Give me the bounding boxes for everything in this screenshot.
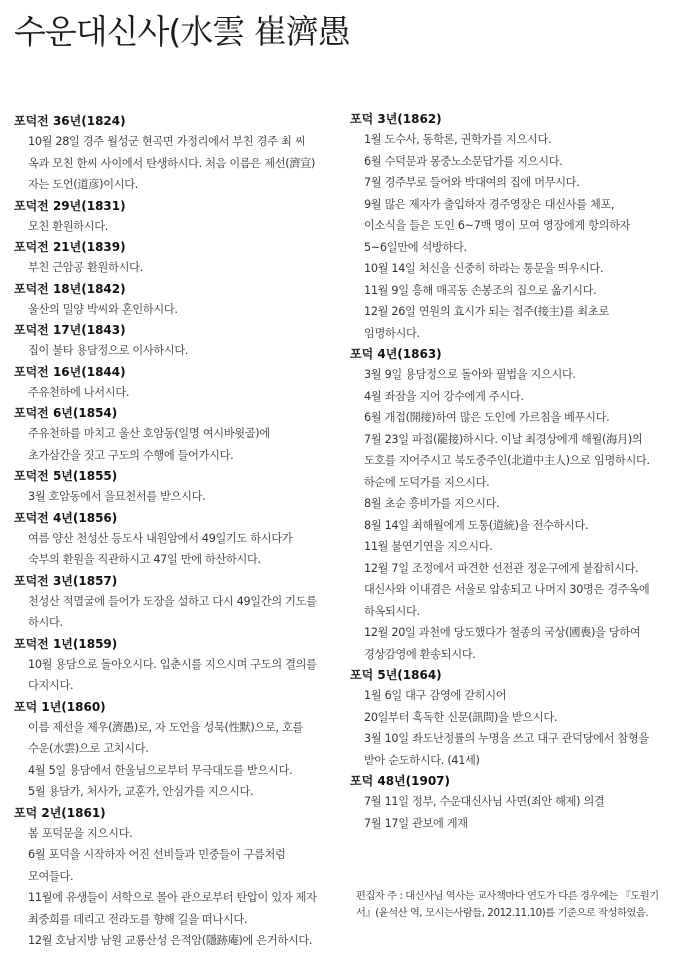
- timeline-entry: [350, 622, 680, 665]
- entry-line: 받아 순도하시다. (41세): [364, 753, 480, 767]
- timeline-entry: [14, 528, 344, 571]
- timeline-entry: [350, 258, 680, 280]
- entry-line: 모여들다.: [28, 869, 74, 883]
- timeline-entry: [14, 654, 344, 697]
- year-heading: 포덕 5년(1864): [350, 668, 442, 682]
- timeline-entry: [350, 172, 680, 194]
- entry-line: 하옥되시다.: [364, 604, 420, 618]
- editor-note-line: 서』(윤석산 역, 모시는사람들, 2012.11.10)를 기준으로 작성하였음.: [356, 908, 649, 919]
- year-heading: 포덕전 16년(1844): [14, 364, 126, 379]
- year-block: [14, 467, 344, 508]
- timeline-entry: [350, 813, 680, 835]
- entry-line: 6월 수덕문과 몽중노소문답가를 지으시다.: [364, 154, 563, 168]
- entry-line: 4월 5일 용담에서 한울님으로부터 무극대도를 받으시다.: [28, 763, 293, 777]
- entry-line: 12월 호남지방 남원 교룡산성 은적암(隱跡庵)에 은거하시다.: [28, 934, 313, 947]
- timeline-left-column: [14, 112, 344, 953]
- timeline-entry: [350, 685, 680, 707]
- entry-line: 임명하시다.: [364, 326, 420, 340]
- year-block: [14, 363, 344, 404]
- year-heading: 포덕 4년(1863): [350, 347, 442, 361]
- year-heading: 포덕전 6년(1854): [14, 406, 118, 420]
- entry-line: 자는 도언(道彦)이시다.: [28, 178, 138, 191]
- timeline-entry: [350, 194, 680, 259]
- entry-line: 7월 23일 파접(罷接)하시다. 이날 최경상에게 해월(海月)의: [364, 432, 643, 446]
- timeline-entry: [14, 131, 344, 196]
- timeline-entry: [350, 280, 680, 302]
- timeline-entry: [14, 930, 344, 952]
- entry-line: 5월 용담가, 처사가, 교훈가, 안심가를 지으시다.: [28, 785, 254, 798]
- entry-line: 이소식을 들은 도인 6~7백 명이 모여 영장에게 항의하자: [364, 219, 631, 232]
- timeline-entry: [14, 486, 344, 508]
- timeline-entry: [14, 257, 344, 279]
- entry-line: 집이 불타 용담정으로 이사하시다.: [28, 344, 189, 357]
- timeline-entry: [14, 887, 344, 930]
- entry-line: 6월 개접(開接)하여 많은 도인에 가르침을 베푸시다.: [364, 411, 610, 424]
- entry-line: 11월에 유생들이 서학으로 몰아 관으로부터 탄압이 있자 제자: [28, 891, 317, 904]
- entry-line: 모친 환원하시다.: [28, 219, 109, 233]
- entry-line: 10월 28일 경주 월성군 현곡면 가정리에서 부친 경주 최 씨: [28, 135, 306, 148]
- year-block: [14, 804, 344, 952]
- entry-line: 12월 20일 과천에 당도했다가 철종의 국상(國喪)을 당하여: [364, 626, 641, 639]
- entry-line: 1월 도수사, 동학론, 권학가를 지으시다.: [364, 133, 552, 146]
- entry-line: 하시다.: [28, 616, 63, 629]
- year-block: [14, 509, 344, 571]
- entry-line: 울산의 밀양 박씨와 혼인하시다.: [28, 302, 178, 316]
- entry-line: 8월 초순 흥비가를 지으시다.: [364, 497, 500, 510]
- year-block: [14, 197, 344, 238]
- timeline-entry: [14, 591, 344, 634]
- entry-line: 3월 9일 용담정으로 돌아와 필법을 지으시다.: [364, 368, 576, 381]
- timeline-entry: [14, 717, 344, 760]
- entry-line: 천성산 적멸굴에 들어가 도장을 설하고 다시 49일간의 기도를: [28, 594, 317, 608]
- entry-line: 옥과 모친 한씨 사이에서 탄생하시다. 처음 이름은 제선(濟宣): [28, 156, 316, 170]
- timeline-entry: [14, 781, 344, 803]
- year-heading: 포덕 1년(1860): [14, 699, 106, 714]
- entry-line: 10월 용담으로 돌아오시다. 입춘시를 지으시며 구도의 결의를: [28, 657, 317, 671]
- year-block: [14, 635, 344, 697]
- timeline-entry: [350, 791, 680, 813]
- year-heading: 포덕전 18년(1842): [14, 281, 126, 296]
- entry-line: 주유천하에 나서시다.: [28, 385, 130, 399]
- entry-line: 초가삼간을 짓고 구도의 수행에 들어가시다.: [28, 448, 234, 462]
- entry-line: 경상감영에 환송되시다.: [364, 647, 476, 661]
- entry-line: 3월 10일 좌도난정률의 누명을 쓰고 대구 관덕당에서 참형을: [364, 732, 649, 745]
- entry-line: 주유천하를 마치고 울산 호암동(일명 여시바윗골)에: [28, 427, 270, 440]
- entry-line: 7월 11일 정부, 수운대신사님 사면(죄안 해제) 의결: [364, 795, 605, 808]
- year-heading: 포덕전 21년(1839): [14, 240, 126, 254]
- entry-line: 20일부터 혹독한 신문(訊問)을 받으시다.: [364, 710, 558, 724]
- entry-line: 부친 근암공 환원하시다.: [28, 261, 143, 274]
- timeline-entry: [350, 536, 680, 558]
- timeline-entry: [350, 364, 680, 386]
- year-heading: 포덕전 36년(1824): [14, 114, 126, 128]
- entry-line: 3월 호암동에서 을묘천서를 받으시다.: [28, 490, 206, 503]
- timeline-entry: [350, 429, 680, 494]
- year-heading: 포덕 48년(1907): [350, 774, 451, 788]
- timeline-entry: [14, 423, 344, 466]
- editor-note-line: 편집자 주 : 대신사님 역사는 교사책마다 연도가 다른 경우에는 『도원기: [356, 891, 659, 902]
- timeline-entry: [350, 707, 680, 729]
- timeline-entry: [350, 151, 680, 173]
- entry-line: 12월 26일 연원의 효시가 되는 접주(接主)를 최초로: [364, 305, 609, 318]
- year-block: [14, 112, 344, 196]
- entry-line: 이름 제선을 제우(濟愚)로, 자 도언을 성묵(性默)으로, 호를: [28, 720, 303, 734]
- year-block: [14, 698, 344, 803]
- timeline-entry: [14, 382, 344, 404]
- timeline-entry: [14, 216, 344, 238]
- entry-line: 도호를 지어주시고 북도중주인(北道中主人)으로 임명하시다.: [364, 454, 650, 467]
- timeline-entry: [350, 407, 680, 429]
- entry-line: 대신사와 이내겸은 서울로 압송되고 나머지 30명은 경주옥에: [364, 583, 650, 596]
- entry-line: 1월 6일 대구 감영에 갇히시어: [364, 689, 507, 702]
- entry-line: 9월 많은 제자가 출입하자 경주영장은 대신사를 체포,: [364, 197, 615, 211]
- year-block: [350, 666, 680, 771]
- year-heading: 포덕전 1년(1859): [14, 636, 118, 651]
- entry-line: 7월 17일 관보에 게재: [364, 816, 468, 830]
- page-title: 수운대신사(水雲 崔濟愚: [14, 12, 350, 51]
- timeline-entry: [350, 515, 680, 537]
- year-heading: 포덕 2년(1861): [14, 805, 106, 820]
- entry-line: 11월 불연기연을 지으시다.: [364, 540, 493, 553]
- year-block: [350, 772, 680, 834]
- entry-line: 12월 7일 조정에서 파견한 선전관 정운구에게 붙잡히시다.: [364, 561, 639, 575]
- entry-line: 여름 양산 천성산 등도사 내원암에서 49일기도 하시다가: [28, 531, 293, 545]
- timeline-entry: [14, 844, 344, 887]
- timeline-entry: [350, 129, 680, 151]
- entry-line: 6월 포덕을 시작하자 어진 선비들과 민중들이 구름처럼: [28, 848, 286, 861]
- entry-line: 숙부의 환원을 직관하시고 47일 만에 하산하시다.: [28, 553, 261, 566]
- entry-line: 최중희를 데리고 전라도를 향해 길을 떠나시다.: [28, 912, 248, 926]
- year-block: [14, 238, 344, 279]
- entry-line: 8월 14일 최해월에게 도통(道統)을 전수하시다.: [364, 518, 589, 532]
- timeline-entry: [350, 558, 680, 623]
- year-heading: 포덕전 17년(1843): [14, 323, 126, 337]
- editor-note: [356, 888, 681, 922]
- year-heading: 포덕전 3년(1857): [14, 573, 118, 588]
- year-block: [14, 321, 344, 362]
- timeline-entry: [350, 493, 680, 515]
- entry-line: 11월 9일 흥해 매곡동 손봉조의 집으로 옮기시다.: [364, 283, 597, 297]
- entry-line: 하순에 도덕가를 지으시다.: [364, 475, 490, 489]
- entry-line: 5~6일만에 석방하다.: [364, 240, 467, 254]
- timeline-entry: [350, 728, 680, 771]
- entry-line: 수운(水雲)으로 고치시다.: [28, 742, 149, 755]
- year-block: [14, 404, 344, 466]
- timeline-entry: [14, 299, 344, 321]
- timeline-entry: [14, 340, 344, 362]
- timeline-entry: [14, 823, 344, 845]
- timeline-entry: [350, 386, 680, 408]
- entry-line: 4월 좌잠을 지어 강수에게 주시다.: [364, 389, 524, 403]
- year-block: [14, 572, 344, 634]
- year-heading: 포덕전 29년(1831): [14, 198, 126, 213]
- entry-line: 7월 경주부로 들어와 박대여의 집에 머무시다.: [364, 176, 580, 189]
- entry-line: 봄 포덕문을 지으시다.: [28, 826, 133, 840]
- entry-line: 10월 14일 처신을 신중히 하라는 통문을 띄우시다.: [364, 262, 604, 275]
- year-heading: 포덕 3년(1862): [350, 112, 442, 126]
- year-heading: 포덕전 5년(1855): [14, 469, 118, 483]
- year-block: [350, 110, 680, 344]
- year-block: [14, 280, 344, 321]
- year-heading: 포덕전 4년(1856): [14, 510, 118, 525]
- entry-line: 다지시다.: [28, 679, 74, 692]
- timeline-right-column: [350, 110, 680, 835]
- timeline-entry: [14, 760, 344, 782]
- timeline-entry: [350, 301, 680, 344]
- year-block: [350, 345, 680, 665]
